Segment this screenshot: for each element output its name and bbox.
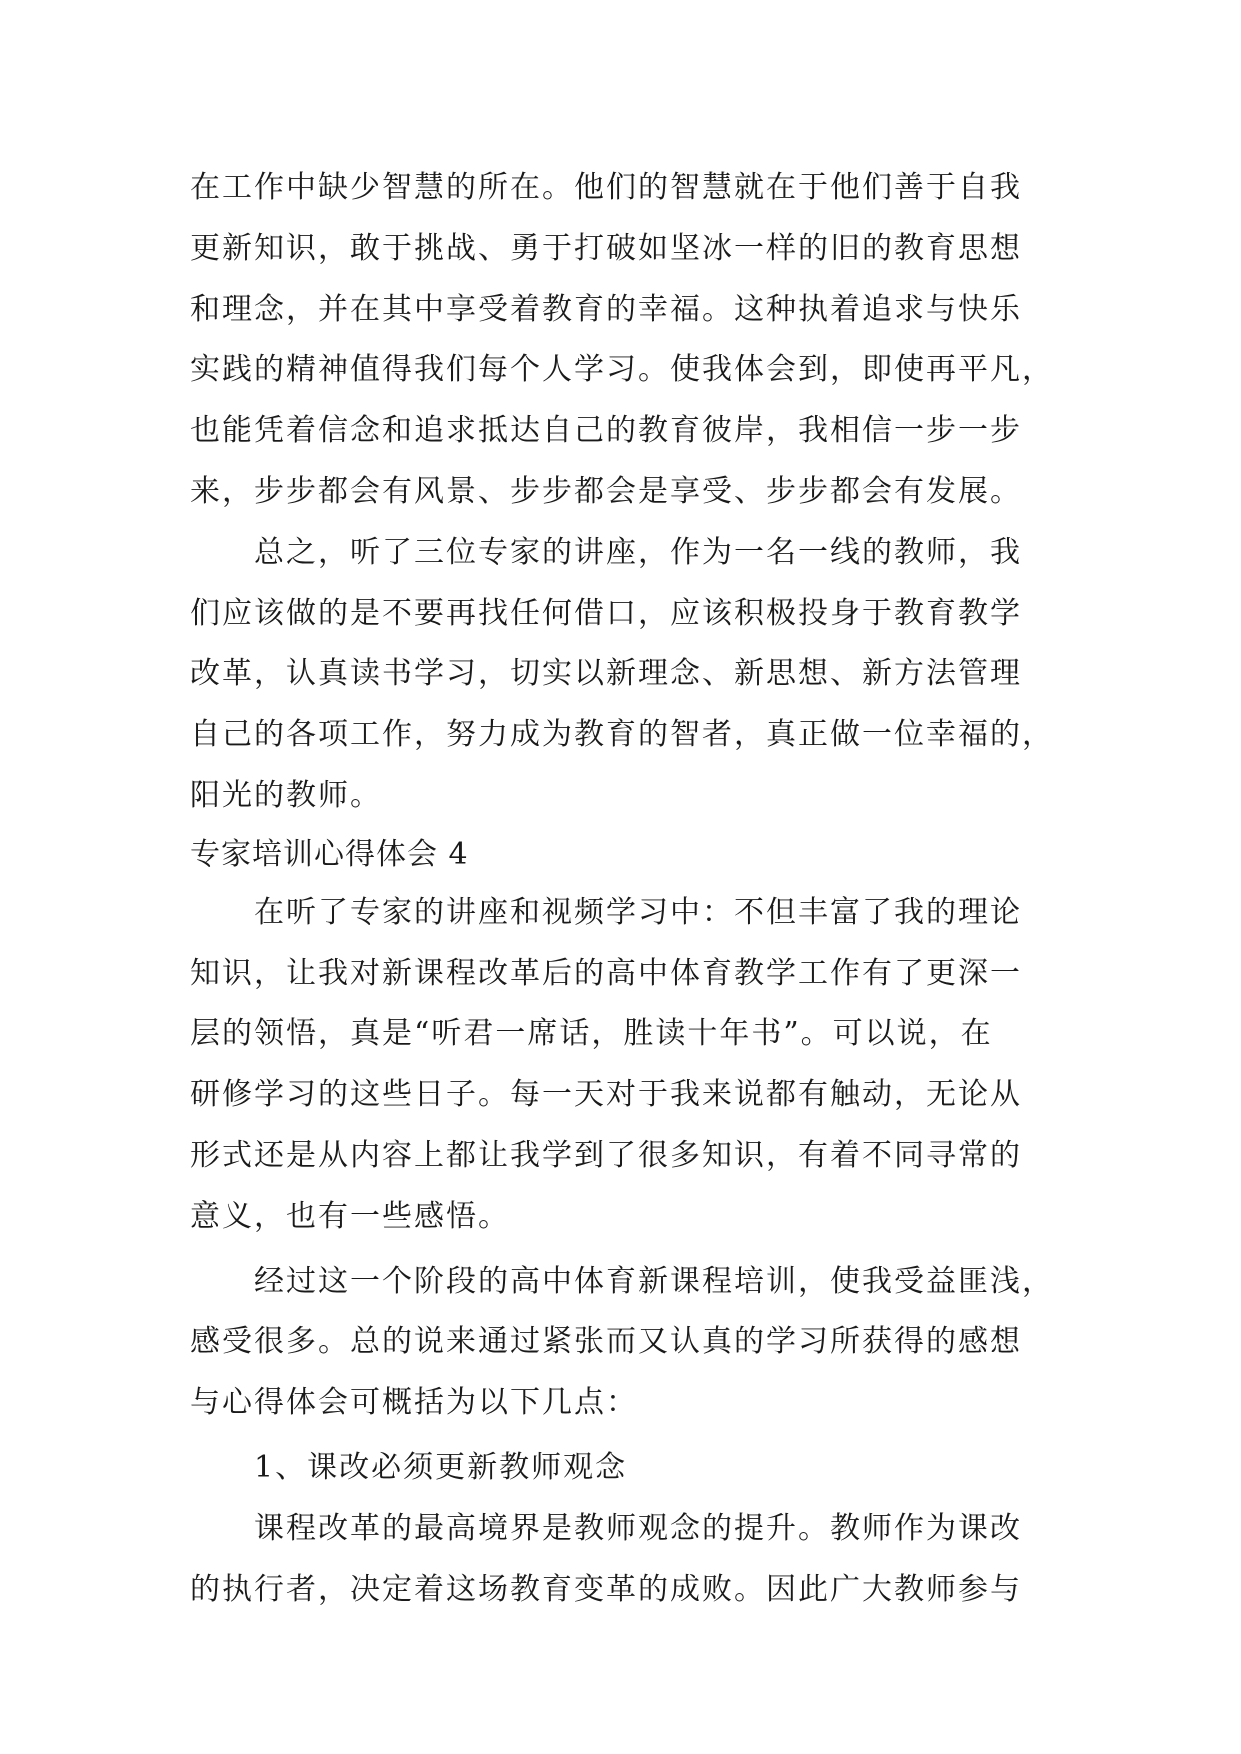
text-line: 来，步步都会有风景、步步都会是享受、步步都会有发展。 (190, 473, 1022, 509)
text-line: 总之，听了三位专家的讲座，作为一名一线的教师，我 (254, 534, 1022, 570)
text-line: 意义，也有一些感悟。 (190, 1198, 510, 1234)
paragraph (190, 523, 1060, 827)
paragraph (190, 1438, 1060, 1499)
text-line: 也能凭着信念和追求抵达自己的教育彼岸，我相信一步一步 (190, 413, 1022, 449)
text-line: 课程改革的最高境界是教师观念的提升。教师作为课改 (254, 1510, 1022, 1546)
text-line: 阳光的教师。 (190, 777, 382, 813)
text-line: 知识，让我对新课程改革后的高中体育教学工作有了更深一 (190, 955, 1022, 991)
text-line: 感受很多。总的说来通过紧张而又认真的学习所获得的感想 (190, 1324, 1022, 1360)
paragraph (190, 883, 1060, 1248)
text-line: 与心得体会可概括为以下几点： (190, 1385, 638, 1421)
section-heading: 专家培训心得体会 4 (190, 836, 469, 872)
paragraph (190, 158, 1060, 523)
text-line: 在工作中缺少智慧的所在。他们的智慧就在于他们善于自我 (190, 170, 1022, 205)
text-line: 在听了专家的讲座和视频学习中：不但丰富了我的理论 (254, 894, 1022, 930)
text-line: 自己的各项工作，努力成为教育的智者，真正做一位幸福的， (190, 717, 1054, 753)
text-line: 的执行者，决定着这场教育变革的成败。因此广大教师参与 (190, 1571, 1022, 1607)
document-body (190, 158, 1060, 1620)
text-line: 形式还是从内容上都让我学到了很多知识，有着不同寻常的 (190, 1137, 1022, 1173)
text-line: 改革，认真读书学习，切实以新理念、新思想、新方法管理 (190, 656, 1022, 692)
text-line: 层的领悟，真是“听君一席话，胜读十年书”。可以说，在 (190, 1016, 993, 1052)
text-line: 们应该做的是不要再找任何借口，应该积极投身于教育教学 (190, 595, 1022, 631)
text-line: 和理念，并在其中享受着教育的幸福。这种执着追求与快乐 (190, 291, 1022, 327)
text-line: 实践的精神值得我们每个人学习。使我体会到，即使再平凡， (190, 352, 1054, 388)
paragraph (190, 1499, 1060, 1621)
text-line: 更新知识，敢于挑战、勇于打破如坚冰一样的旧的教育思想 (190, 230, 1022, 266)
paragraph (190, 1252, 1060, 1434)
text-line: 经过这一个阶段的高中体育新课程培训，使我受益匪浅， (254, 1263, 1054, 1299)
numbered-point: 1、课改必须更新教师观念 (254, 1449, 628, 1485)
text-line: 研修学习的这些日子。每一天对于我来说都有触动，无论从 (190, 1077, 1022, 1113)
